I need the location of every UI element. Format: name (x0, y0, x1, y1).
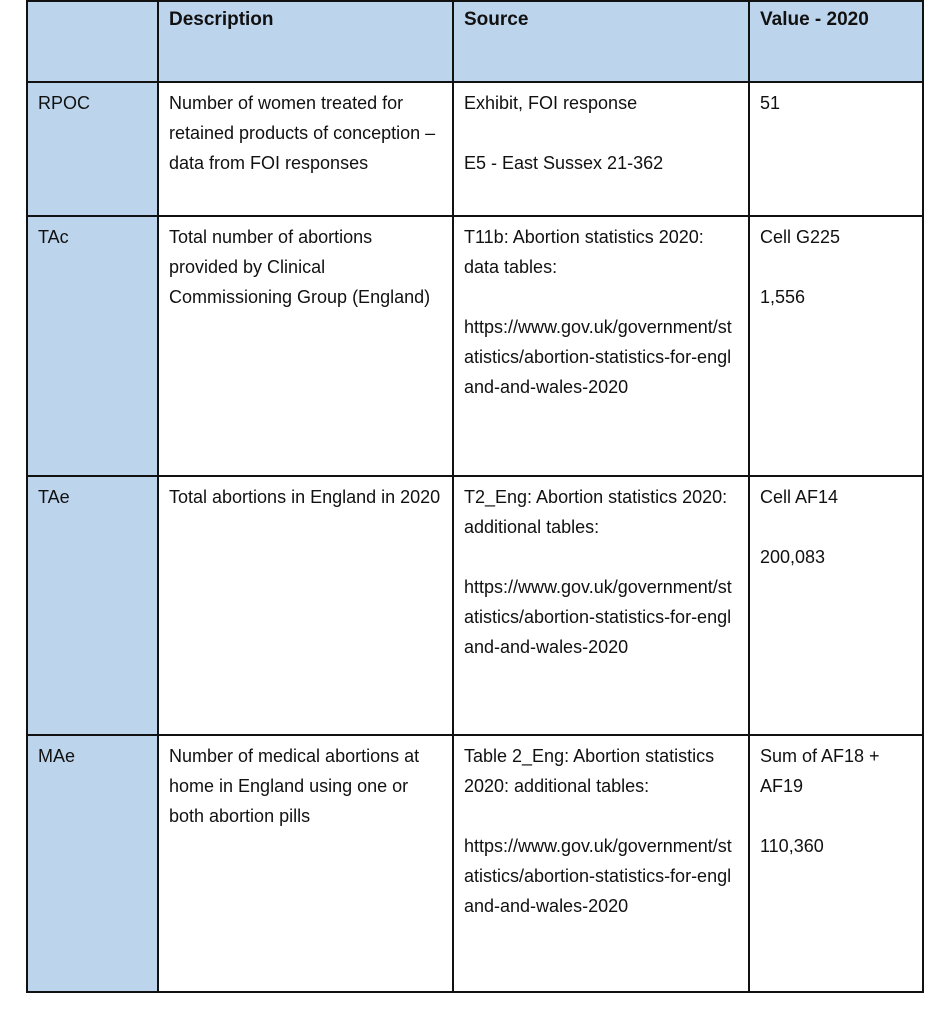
source-link[interactable]: https://www.gov.uk/government/statistics/abortion-statistics-for-england-and-wales-2020 (464, 317, 732, 397)
row-key: TAc (27, 216, 158, 476)
row-source (453, 82, 749, 216)
value-text: Cell AF14 (760, 487, 839, 507)
source-text: Exhibit, FOI response (464, 93, 638, 113)
row-source (453, 216, 749, 476)
row-value (749, 82, 923, 216)
data-sources-table (26, 0, 924, 993)
source-link[interactable]: https://www.gov.uk/government/statistics/abortion-statistics-for-england-and-wales-2020 (464, 836, 732, 916)
header-source: Source (453, 1, 749, 82)
header-description: Description (158, 1, 453, 82)
row-description: Total number of abortions provided by Clinical Commissioning Group (England) (158, 216, 453, 476)
value-number: 110,360 (760, 836, 824, 856)
source-text: T11b: Abortion statistics 2020: data tables: (464, 227, 704, 277)
header-key (27, 1, 158, 82)
value-text: Cell G225 (760, 227, 841, 247)
value-text: Sum of AF18 + AF19 (760, 746, 880, 796)
table-row (27, 735, 923, 992)
source-text: T2_Eng: Abortion statistics 2020: additional tables: (464, 487, 728, 537)
source-text: E5 - East Sussex 21-362 (464, 153, 664, 173)
row-key: TAe (27, 476, 158, 735)
header-row (27, 1, 923, 82)
value-number: 200,083 (760, 547, 826, 567)
row-value (749, 476, 923, 735)
row-value (749, 216, 923, 476)
row-description: Number of medical abortions at home in England using one or both abortion pills (158, 735, 453, 992)
row-key: RPOC (27, 82, 158, 216)
row-description: Number of women treated for retained products of conception – data from FOI responses (158, 82, 453, 216)
value-text: 51 (760, 93, 781, 113)
row-source (453, 735, 749, 992)
header-value: Value - 2020 (749, 1, 923, 82)
row-description: Total abortions in England in 2020 (158, 476, 453, 735)
table-row (27, 216, 923, 476)
row-value (749, 735, 923, 992)
row-source (453, 476, 749, 735)
source-link[interactable]: https://www.gov.uk/government/statistics/abortion-statistics-for-england-and-wales-2020 (464, 577, 732, 657)
table-row (27, 476, 923, 735)
table-row (27, 82, 923, 216)
row-key: MAe (27, 735, 158, 992)
source-text: Table 2_Eng: Abortion statistics 2020: additional tables: (464, 746, 715, 796)
value-number: 1,556 (760, 287, 806, 307)
